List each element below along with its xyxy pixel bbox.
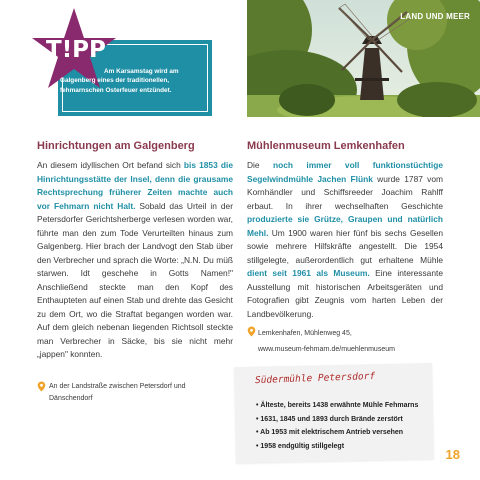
right-text-run: dient seit 1961 als Museum.	[247, 268, 370, 278]
right-text-run: wurde 1787 vom Kornhändler und Schiffsreeder Joachim Rahlff erbaut. In ihrer wechselhaften Geschichte	[247, 173, 443, 211]
tip-label: T!PP	[46, 37, 106, 63]
list-item: • Älteste, bereits 1438 erwähnte Mühle Fehmarns	[256, 399, 418, 413]
right-text-run: produzierte sie Grütze, Graupen und natürlich Mehl.	[247, 214, 443, 238]
list-item: • 1631, 1845 und 1893 durch Brände zerstört	[256, 413, 418, 427]
left-heading: Hinrichtungen am Galgenberg	[37, 140, 195, 152]
list-item: • 1958 endgültig stillgelegt	[256, 440, 418, 454]
location-pin-icon	[247, 326, 256, 337]
right-text-run: Eine interessante Ausstellung mit historischen Arbeitsgeräten und Fotografien gibt Zeugnis vom harten Leben der Landbevölkerung.	[247, 268, 443, 319]
left-text-run: An diesem idyllischen Ort befand sich	[37, 160, 184, 170]
fact-list	[256, 399, 418, 453]
right-text-run: Die	[247, 160, 273, 170]
fact-card-title: Südermühle Petersdorf	[254, 370, 376, 387]
windmill-photo	[247, 0, 480, 117]
list-item: • Ab 1953 mit elektrischem Antrieb versehen	[256, 426, 418, 440]
right-body	[247, 159, 443, 321]
tip-text: Am Karsamstag wird am Galgenberg eines der traditionellen, fehmarnschen Osterfeuer entzündet.	[60, 68, 179, 94]
right-text-run: noch immer voll funktionstüchtige Segelwindmühle Jachen Flünk	[247, 160, 443, 184]
left-body	[37, 159, 233, 362]
right-text-run: Um 1900 waren hier fünf bis sechs Gesellen sowie mehrere Hilfskräfte angestellt. Die 1954 stillgelegte, außerordentlich gut erhaltene Mühle	[247, 227, 443, 265]
section-tag: LAND UND MEER	[400, 12, 470, 21]
right-location: Lemkenhafen, Mühlenweg 45, www.museum-fehmarn.de/muehlenmuseum	[258, 330, 395, 353]
left-text-run: Sobald das Urteil in der Petersdorfer Gerichtsherberge verlesen worden war, führte man den zum Tode Verurteilten hinaus zum Galgenberg. Hier brach der Landvogt den Stab über den Verbrecher und sprach die Worte: „N.N. Du müß starwen. Idt geschehe in Gotts Namen!" Anschließend steckte man den Kopf des Enthaupteten auf einen Stab und drehte das Gesicht zu dem Ort, wo die Straftat begangen worden war. Auf dem gleich nebenan liegenden Richtsoll steckte man Verbrecher in Säcke, bis sie nicht mehr „jappen" konnten.	[37, 200, 233, 359]
right-heading: Mühlenmuseum Lemkenhafen	[247, 140, 405, 152]
page-number: 18	[445, 447, 460, 462]
location-pin-icon	[37, 381, 46, 392]
left-location: An der Landstraße zwischen Petersdorf und Dänschendorf	[49, 383, 186, 402]
left-text-run: bis 1853 die Hinrichtungsstätte der Insel, denn die grausame Rechtsprechung früherer Zeiten machte auch vor Fehmarn nicht Halt.	[37, 160, 233, 211]
